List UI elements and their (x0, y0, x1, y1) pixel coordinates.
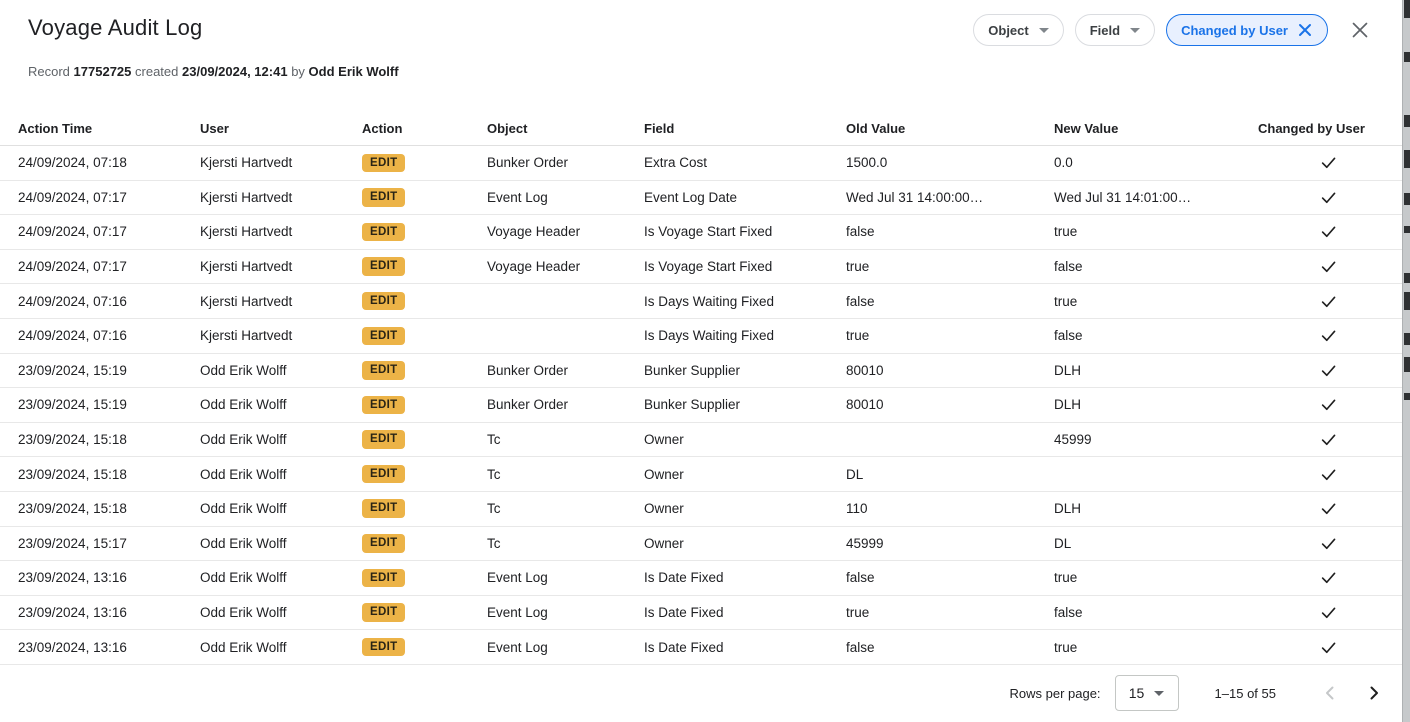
cell-object: Event Log (487, 605, 548, 621)
scrollbar-fragment (1404, 292, 1410, 310)
cell-action (362, 534, 487, 553)
cell-object: Voyage Header (487, 224, 581, 240)
changed-check-icon (1319, 534, 1338, 553)
table-row (0, 596, 1402, 631)
cell-action (362, 154, 487, 173)
cell-field: Bunker Supplier (644, 362, 741, 378)
chevron-right-icon (1362, 681, 1386, 705)
cell-user: Kjersti Hartvedt (200, 155, 293, 171)
cell-action-time: 23/09/2024, 13:16 (18, 570, 127, 586)
cell-field: Is Date Fixed (644, 570, 724, 586)
cell-new-value: Wed Jul 31 14:01:00… (1054, 189, 1192, 205)
table-row (0, 319, 1402, 354)
changed-check-icon (1319, 568, 1338, 587)
record-created-at: 23/09/2024, 12:41 (182, 64, 288, 79)
action-badge: EDIT (362, 499, 405, 518)
cell-action (362, 465, 487, 484)
previous-page-button[interactable] (1316, 679, 1344, 707)
cell-action-time: 23/09/2024, 15:18 (18, 501, 127, 517)
action-badge: EDIT (362, 603, 405, 622)
changed-check-icon (1319, 222, 1338, 241)
cell-user: Odd Erik Wolff (200, 501, 287, 517)
header-object: Object (487, 121, 528, 136)
scrollbar-fragment (1404, 150, 1410, 168)
close-icon (1350, 20, 1370, 40)
cell-user: Kjersti Hartvedt (200, 259, 293, 275)
cell-action (362, 188, 487, 207)
filter-changed-by-user-chip[interactable] (1166, 14, 1328, 46)
cell-action (362, 223, 487, 242)
cell-object: Bunker Order (487, 155, 569, 171)
cell-action-time: 24/09/2024, 07:17 (18, 259, 127, 275)
pagination-bar (1009, 675, 1388, 711)
cell-action-time: 23/09/2024, 13:16 (18, 639, 127, 655)
header-action: Action (362, 121, 403, 136)
cell-new-value: 45999 (1054, 432, 1092, 448)
cell-new-value: DLH (1054, 397, 1082, 413)
cell-action (362, 499, 487, 518)
header-field: Field (644, 121, 675, 136)
record-summary (28, 64, 399, 79)
page-title: Voyage Audit Log (28, 15, 203, 40)
cell-new-value: true (1054, 639, 1078, 655)
cell-action (362, 430, 487, 449)
cell-action-time: 23/09/2024, 15:19 (18, 362, 127, 378)
scrollbar-fragment (1404, 393, 1410, 400)
cell-field: Owner (644, 466, 684, 482)
record-prefix: Record (28, 64, 70, 79)
changed-check-icon (1319, 188, 1338, 207)
action-badge: EDIT (362, 396, 405, 415)
filter-field-chip[interactable] (1075, 14, 1155, 46)
table-row (0, 561, 1402, 596)
scrollbar-fragment (1404, 193, 1410, 205)
filter-object-label: Object (988, 22, 1029, 38)
cell-object: Event Log (487, 570, 548, 586)
cell-action (362, 361, 487, 380)
table-row (0, 250, 1402, 285)
rows-per-page-label: Rows per page: (1009, 685, 1101, 701)
cell-action-time: 23/09/2024, 15:17 (18, 535, 127, 551)
table-row (0, 215, 1402, 250)
cell-action (362, 396, 487, 415)
action-badge: EDIT (362, 465, 405, 484)
cell-object: Tc (487, 432, 501, 448)
action-badge: EDIT (362, 154, 405, 173)
cell-action-time: 23/09/2024, 13:16 (18, 605, 127, 621)
cell-new-value: true (1054, 224, 1078, 240)
table-row (0, 527, 1402, 562)
table-row (0, 423, 1402, 458)
table-row (0, 492, 1402, 527)
cell-object: Bunker Order (487, 397, 569, 413)
cell-action (362, 292, 487, 311)
header-old-value: Old Value (846, 121, 906, 136)
cell-old-value: 110 (846, 501, 868, 517)
cell-user: Odd Erik Wolff (200, 605, 287, 621)
action-badge: EDIT (362, 534, 405, 553)
table-row (0, 146, 1402, 181)
cell-field: Is Date Fixed (644, 605, 724, 621)
cell-action-time: 24/09/2024, 07:16 (18, 328, 127, 344)
filter-field-label: Field (1089, 22, 1121, 38)
scrollbar-fragment (1404, 273, 1410, 283)
changed-check-icon (1319, 465, 1338, 484)
cell-action-time: 24/09/2024, 07:16 (18, 293, 127, 309)
record-created-word: created (135, 64, 179, 79)
cell-user: Odd Erik Wolff (200, 639, 287, 655)
changed-check-icon (1319, 395, 1338, 414)
action-badge: EDIT (362, 188, 405, 207)
action-badge: EDIT (362, 292, 405, 311)
cell-field: Owner (644, 535, 684, 551)
table-row (0, 388, 1402, 423)
changed-check-icon (1319, 257, 1338, 276)
cell-action (362, 603, 487, 622)
cell-object: Tc (487, 535, 501, 551)
action-badge: EDIT (362, 327, 405, 346)
cell-field: Owner (644, 501, 684, 517)
scrollbar-fragment (1404, 333, 1410, 345)
header-user: User (200, 121, 229, 136)
next-page-button[interactable] (1360, 679, 1388, 707)
cell-old-value: true (846, 328, 870, 344)
cell-action-time: 24/09/2024, 07:17 (18, 224, 127, 240)
changed-check-icon (1319, 638, 1338, 657)
filter-changed-by-user-label: Changed by User (1181, 22, 1288, 38)
table-row (0, 181, 1402, 216)
cell-object: Event Log (487, 189, 548, 205)
chevron-left-icon (1318, 681, 1342, 705)
cell-new-value: 0.0 (1054, 155, 1073, 171)
filter-bar (973, 14, 1372, 46)
cell-new-value: false (1054, 259, 1083, 275)
scrollbar-fragment (1404, 357, 1410, 372)
cell-user: Kjersti Hartvedt (200, 224, 293, 240)
page-scrollbar[interactable] (1402, 0, 1410, 722)
cell-action (362, 569, 487, 588)
cell-object: Tc (487, 466, 501, 482)
cell-action-time: 24/09/2024, 07:17 (18, 189, 127, 205)
scrollbar-fragment (1404, 52, 1410, 62)
table-row (0, 284, 1402, 319)
cell-old-value: false (846, 570, 875, 586)
cell-field: Bunker Supplier (644, 397, 741, 413)
table-body (0, 146, 1402, 665)
close-button[interactable] (1348, 18, 1372, 42)
cell-field: Owner (644, 432, 684, 448)
cell-old-value: 1500.0 (846, 155, 888, 171)
cell-old-value: true (846, 605, 870, 621)
cell-object: Voyage Header (487, 259, 581, 275)
cell-new-value: true (1054, 293, 1078, 309)
cell-action-time: 23/09/2024, 15:18 (18, 432, 127, 448)
record-id: 17752725 (73, 64, 132, 79)
remove-filter-icon[interactable] (1297, 22, 1313, 38)
rows-per-page-value: 15 (1128, 685, 1145, 701)
record-author: Odd Erik Wolff (308, 64, 399, 79)
cell-action (362, 257, 487, 276)
changed-check-icon (1319, 499, 1338, 518)
cell-old-value: 80010 (846, 362, 884, 378)
cell-field: Is Voyage Start Fixed (644, 259, 773, 275)
cell-old-value: DL (846, 466, 864, 482)
cell-field: Is Voyage Start Fixed (644, 224, 773, 240)
cell-user: Odd Erik Wolff (200, 362, 287, 378)
changed-check-icon (1319, 430, 1338, 449)
cell-object: Bunker Order (487, 362, 569, 378)
cell-object: Event Log (487, 639, 548, 655)
changed-check-icon (1319, 153, 1338, 172)
table-header-row (0, 112, 1402, 146)
action-badge: EDIT (362, 257, 405, 276)
scrollbar-fragment (1404, 115, 1410, 127)
cell-user: Odd Erik Wolff (200, 432, 287, 448)
record-by-word: by (291, 64, 305, 79)
table-row (0, 630, 1402, 665)
cell-old-value: Wed Jul 31 14:00:00… (846, 189, 984, 205)
chevron-down-icon (1130, 28, 1140, 33)
cell-field: Is Date Fixed (644, 639, 724, 655)
cell-object: Tc (487, 501, 501, 517)
chevron-down-icon (1154, 691, 1164, 696)
table-row (0, 457, 1402, 492)
changed-check-icon (1319, 361, 1338, 380)
cell-user: Odd Erik Wolff (200, 535, 287, 551)
cell-field: Is Days Waiting Fixed (644, 293, 775, 309)
cell-new-value: false (1054, 328, 1083, 344)
cell-field: Is Days Waiting Fixed (644, 328, 775, 344)
action-badge: EDIT (362, 223, 405, 242)
cell-user: Odd Erik Wolff (200, 397, 287, 413)
changed-check-icon (1319, 326, 1338, 345)
filter-object-chip[interactable] (973, 14, 1063, 46)
cell-field: Event Log Date (644, 189, 738, 205)
cell-old-value: false (846, 293, 875, 309)
cell-user: Odd Erik Wolff (200, 466, 287, 482)
cell-old-value: 45999 (846, 535, 884, 551)
rows-per-page-select[interactable] (1115, 675, 1179, 711)
cell-action (362, 327, 487, 346)
cell-old-value: false (846, 224, 875, 240)
cell-new-value: DLH (1054, 501, 1082, 517)
cell-field: Extra Cost (644, 155, 708, 171)
changed-check-icon (1319, 603, 1338, 622)
audit-log-table (0, 112, 1402, 665)
cell-action (362, 638, 487, 657)
cell-old-value: true (846, 259, 870, 275)
cell-action-time: 23/09/2024, 15:19 (18, 397, 127, 413)
action-badge: EDIT (362, 430, 405, 449)
cell-old-value: 80010 (846, 397, 884, 413)
cell-new-value: true (1054, 570, 1078, 586)
cell-new-value: DLH (1054, 362, 1082, 378)
table-row (0, 354, 1402, 389)
cell-user: Kjersti Hartvedt (200, 189, 293, 205)
cell-user: Kjersti Hartvedt (200, 328, 293, 344)
header-new-value: New Value (1054, 121, 1119, 136)
scrollbar-fragment (1404, 226, 1410, 233)
cell-new-value: false (1054, 605, 1083, 621)
cell-user: Odd Erik Wolff (200, 570, 287, 586)
cell-user: Kjersti Hartvedt (200, 293, 293, 309)
changed-check-icon (1319, 292, 1338, 311)
header-changed-by-user: Changed by User (1258, 121, 1365, 136)
scrollbar-fragment (1404, 0, 1410, 18)
cell-action-time: 23/09/2024, 15:18 (18, 466, 127, 482)
header-action-time: Action Time (18, 121, 93, 136)
cell-old-value: false (846, 639, 875, 655)
action-badge: EDIT (362, 638, 405, 657)
cell-action-time: 24/09/2024, 07:18 (18, 155, 127, 171)
action-badge: EDIT (362, 569, 405, 588)
action-badge: EDIT (362, 361, 405, 380)
chevron-down-icon (1039, 28, 1049, 33)
pagination-range: 1–15 of 55 (1214, 685, 1276, 701)
cell-new-value: DL (1054, 535, 1072, 551)
